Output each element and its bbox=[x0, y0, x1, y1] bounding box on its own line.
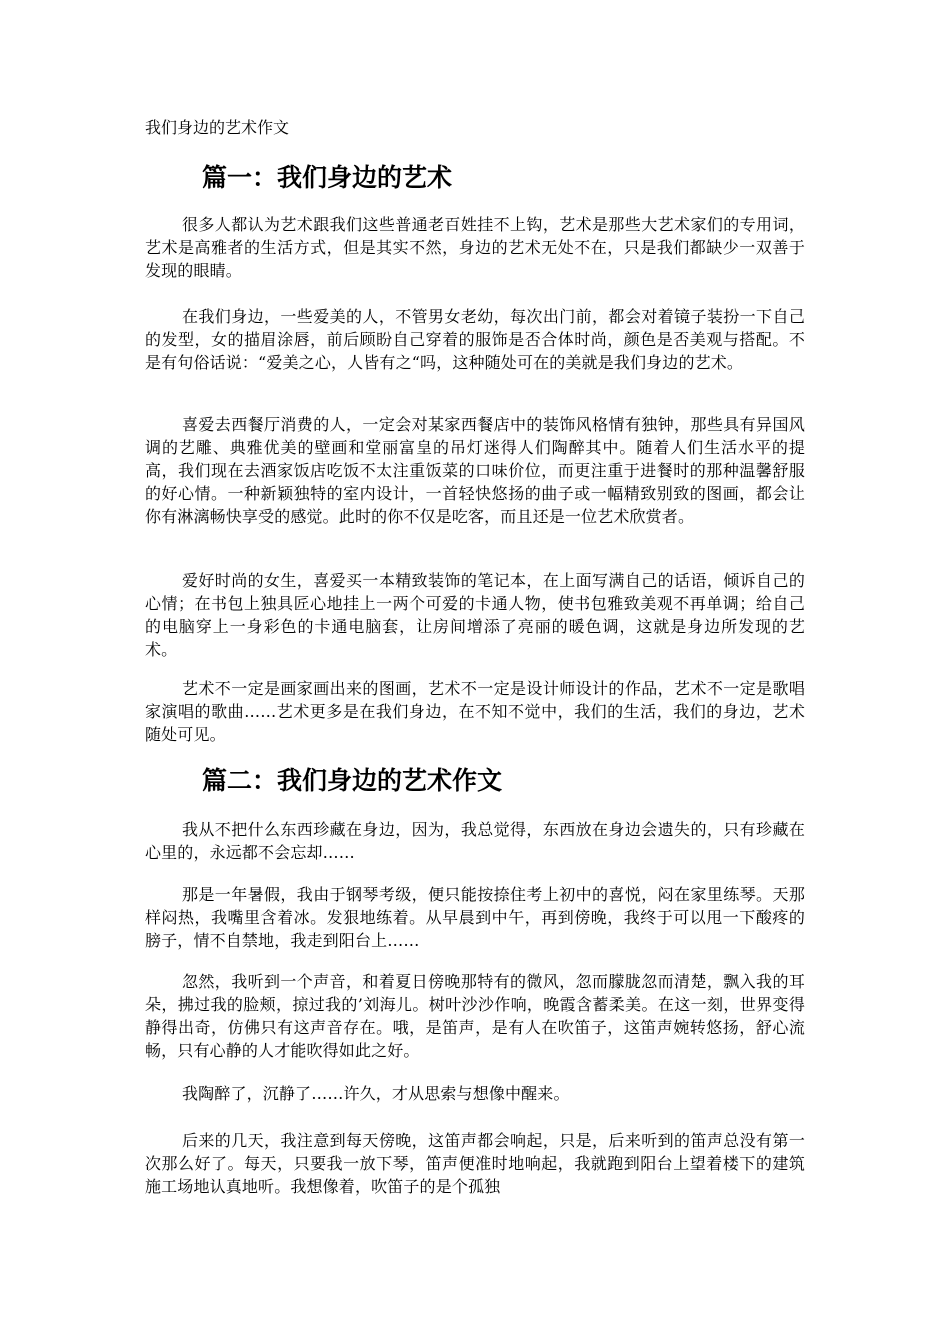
section-1-paragraph-2: 在我们身边，一些爱美的人，不管男女老幼，每次出门前，都会对着镜子装扮一下自己的发型，女的描眉涂唇，前后顾盼自己穿着的服饰是否合体时尚，颜色是否美观与搭配。不是有句俗话说：“爱美之心，人皆有之“吗，这种随处可在的美就是我们身边的艺术。 bbox=[145, 307, 805, 372]
section-1-paragraph-3: 喜爱去西餐厅消费的人，一定会对某家西餐店中的装饰风格情有独钟，那些具有异国风调的艺雕、典雅优美的壁画和堂丽富皇的吊灯迷得人们陶醉其中。随着人们生活水平的提高，我们现在去酒家饭店吃饭不太注重饭菜的口味价位，而更注重于进餐时的那种温馨舒服的好心情。一种新颖独特的室内设计，一首轻快悠扬的曲子或一幅精致别致的图画，都会让你有淋漓畅快享受的感觉。此时的你不仅是吃客，而且还是一位艺术欣赏者。 bbox=[145, 415, 805, 526]
document-title: 我们身边的艺术作文 bbox=[145, 118, 290, 137]
section-2-paragraph-1: 我从不把什么东西珍藏在身边，因为，我总觉得，东西放在身边会遗失的，只有珍藏在心里的，永远都不会忘却…… bbox=[145, 820, 805, 862]
section-2-heading: 篇二：我们身边的艺术作文 bbox=[202, 766, 503, 795]
section-2-paragraph-4: 我陶醉了，沉静了……许久，才从思索与想像中醒来。 bbox=[182, 1084, 570, 1103]
section-2-paragraph-2: 那是一年暑假，我由于钢琴考级，便只能按捺住考上初中的喜悦，闷在家里练琴。天那样闷热，我嘴里含着冰。发狠地练着。从早晨到中午，再到傍晚，我终于可以甩一下酸疼的膀子，情不自禁地，我走到阳台上…… bbox=[145, 885, 805, 950]
section-1-heading: 篇一：我们身边的艺术 bbox=[202, 163, 453, 192]
section-1-paragraph-5: 艺术不一定是画家画出来的图画，艺术不一定是设计师设计的作品，艺术不一定是歌唱家演唱的歌曲……艺术更多是在我们身边，在不知不觉中，我们的生活，我们的身边，艺术随处可见。 bbox=[145, 679, 805, 744]
section-2-paragraph-3: 忽然，我听到一个声音，和着夏日傍晚那特有的微风，忽而朦胧忽而清楚，飘入我的耳朵，拂过我的脸颊，掠过我的’刘海儿。树叶沙沙作响，晚霞含蓄柔美。在这一刻，世界变得静得出奇，仿佛只有这声音存在。哦，是笛声，是有人在吹笛子，这笛声婉转悠扬，舒心流畅，只有心静的人才能吹得如此之好。 bbox=[145, 972, 805, 1060]
section-2-paragraph-5: 后来的几天，我注意到每天傍晚，这笛声都会响起，只是，后来听到的笛声总没有第一次那么好了。每天，只要我一放下琴，笛声便准时地响起，我就跑到阳台上望着楼下的建筑施工场地认真地听。我想像着，吹笛子的是个孤独 bbox=[145, 1131, 805, 1196]
section-1-paragraph-1: 很多人都认为艺术跟我们这些普通老百姓挂不上钩，艺术是那些大艺术家们的专用词，艺术是高雅者的生活方式，但是其实不然，身边的艺术无处不在，只是我们都缺少一双善于发现的眼睛。 bbox=[145, 215, 805, 280]
section-1-paragraph-4: 爱好时尚的女生，喜爱买一本精致装饰的笔记本，在上面写满自己的话语，倾诉自己的心情；在书包上独具匠心地挂上一两个可爱的卡通人物，使书包雅致美观不再单调；给自己的电脑穿上一身彩色的卡通电脑套，让房间增添了亮丽的暖色调，这就是身边所发现的艺术。 bbox=[145, 571, 805, 659]
